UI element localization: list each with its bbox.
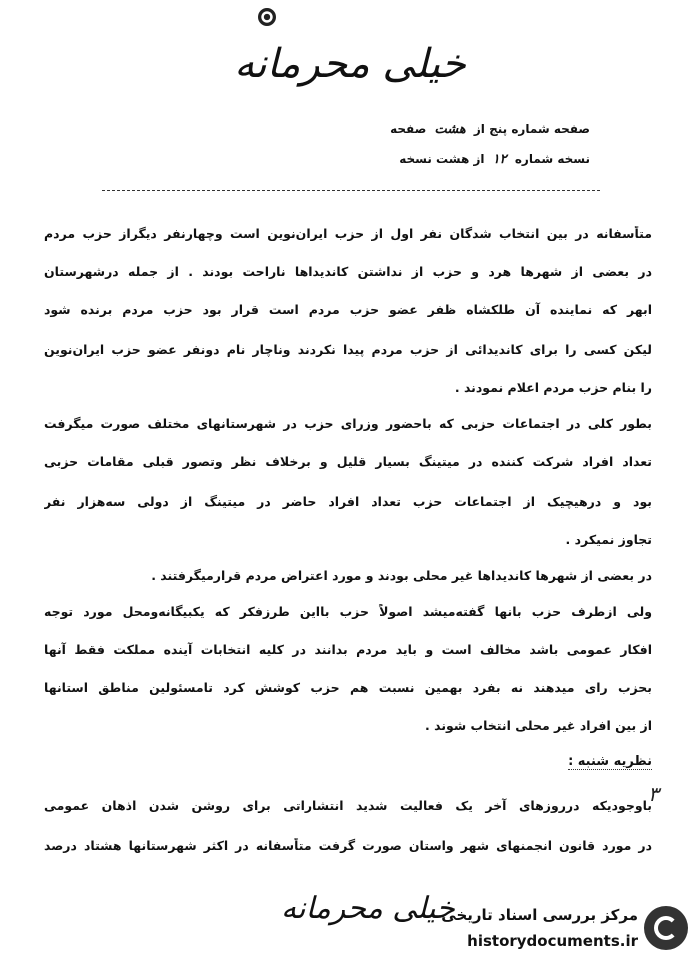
watermark-url: historydocuments.ir (467, 932, 638, 950)
classification-stamp: خیلی محرمانه (234, 41, 466, 87)
watermark-title: مرکز بررسی اسناد تاریخی (441, 906, 638, 924)
paragraph-line: در بعضی از شهرها کاندیداها غیر محلی بودند و مورد اعتراض مردم قرارمیگرفتند . (151, 568, 652, 583)
copy-number-line (399, 152, 590, 167)
paragraph-line: بطور کلی در اجتماعات حزبی که باحضور وزرای حزب در شهرستانهای مختلف صورت میگرفت (44, 416, 652, 431)
paragraph-line: در بعضی از شهرها هرد و حزب از نداشتن کاندیداها ناراحت بودند . از جمله درشهرستان (44, 264, 652, 279)
archive-logo-icon (644, 906, 688, 950)
paragraph-line: از بین افراد غیر محلی انتخاب شوند . (425, 718, 652, 733)
paragraph-line: لیکن کسی را برای کاندیدائی از حزب مردم پیدا نکردند وناچار نام دونفر عضو حزب ایران‌نوین (44, 342, 652, 357)
section-heading: نظریه شنبه : (568, 754, 652, 769)
page-total: هشت (434, 122, 466, 137)
paragraph-line: را بنام حزب مردم اعلام نمودند . (454, 380, 652, 395)
header-separator (102, 190, 600, 191)
paragraph-line: تجاوز نمیکرد . (565, 532, 652, 547)
page-line-label: صفحه شماره پنج از (473, 122, 590, 136)
copy-line-label: نسخه شماره (514, 152, 590, 166)
margin-annotation: ۳ (648, 782, 659, 806)
punch-hole-icon (258, 8, 276, 26)
archive-watermark (441, 900, 694, 960)
paragraph-line: بحزب رای میدهند نه بفرد بهمین نسبت هم حزب کوشش کرد تامسئولین مناطق استانها (44, 680, 652, 695)
paragraph-line: ولی ازطرف حزب بانها گفته‌میشد اصولاً حزب بااین طرزفکر که یکبیگانه‌ومحل مورد توجه (44, 604, 652, 619)
paragraph-line: افکار عمومی باشد مخالف است و باید مردم بدانند در کلیه انتخابات آینده مملکت فقط آنها (44, 642, 652, 657)
paragraph-line: بود و درهیچیک از اجتماعات حزب تعداد افراد حاضر در میتینگ از دولی سه‌هزار نفر (44, 494, 652, 509)
bottom-classification-stamp: خیلی محرمانه (281, 891, 455, 926)
copy-number: ۱۲ (492, 152, 507, 167)
copy-line-suffix: از هشت نسخه (399, 152, 485, 166)
paragraph-line: متاًسفانه در بین انتخاب شدگان نفر اول از حزب ایران‌نوین است وچهارنفر دیگراز حزب مردم (44, 226, 652, 241)
paragraph-line: ابهر که نماینده آن طلکشاه ظفر عضو حزب مردم است قرار بود حزب مردم برنده شود (44, 302, 652, 317)
page-line-suffix: صفحه (390, 122, 427, 136)
page-number-line (390, 122, 590, 137)
paragraph-line: در مورد قانون انجمنهای شهر واستان صورت گرفت متاًسفانه در اکثر شهرستانها هشتاد درصد (44, 838, 652, 853)
paragraph-line: تعداد افراد شرکت کننده در میتینگ بسیار قلیل و برخلاف نظر وتصور قبلی مقامات حزبی (44, 454, 652, 469)
paragraph-line: باوجودیکه درروزهای آخر یک فعالیت شدید انتشاراتی برای روشن شدن اذهان عمومی (44, 798, 652, 813)
